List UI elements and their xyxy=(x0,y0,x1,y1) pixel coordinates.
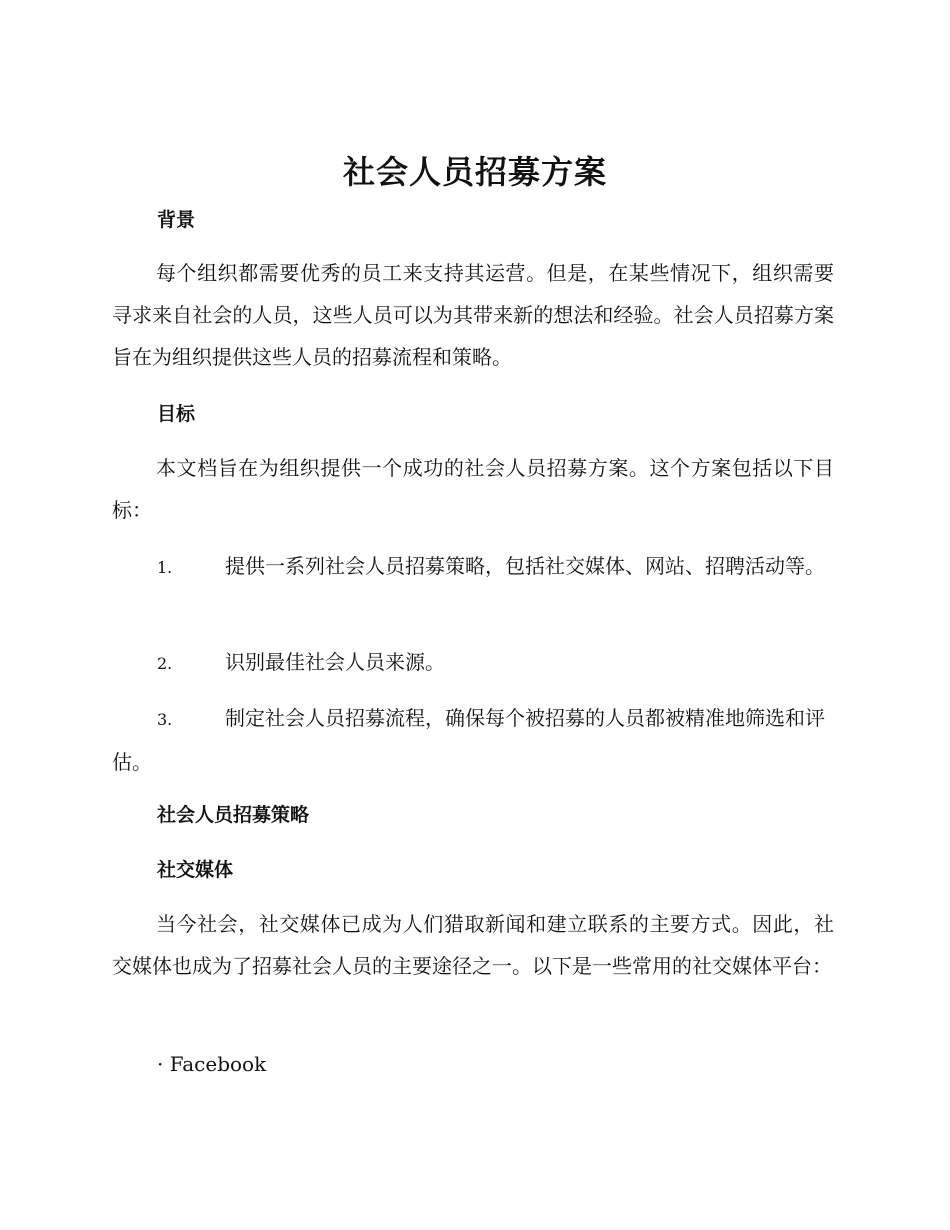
goal-list-text: 识别最佳社会人员来源。 xyxy=(225,650,445,674)
strategy-heading: 社会人员招募策略 xyxy=(157,804,310,826)
goal-list-item xyxy=(112,641,834,685)
goal-list-number: 1. xyxy=(157,558,173,577)
document-title: 社会人员招募方案 xyxy=(342,153,607,191)
goal-paragraph: 本文档旨在为组织提供一个成功的社会人员招募方案。这个方案包括以下目标： xyxy=(112,456,834,522)
goal-list-number: 2. xyxy=(157,654,173,673)
social-media-paragraph: 当今社会，社交媒体已成为人们猎取新闻和建立联系的主要方式。因此，社交媒体也成为了招募社会人员的主要途径之一。以下是一些常用的社交媒体平台： xyxy=(112,912,834,978)
goal-list-item xyxy=(112,697,834,783)
social-media-heading: 社交媒体 xyxy=(157,859,234,881)
goal-list-text: 提供一系列社会人员招募策略，包括社交媒体、网站、招聘活动等。 xyxy=(225,554,825,578)
goal-list-item xyxy=(112,545,834,589)
background-paragraph: 每个组织都需要优秀的员工来支持其运营。但是，在某些情况下，组织需要寻求来自社会的人员，这些人员可以为其带来新的想法和经验。社会人员招募方案旨在为组织提供这些人员的招募流程和策略。 xyxy=(112,261,834,369)
background-heading: 背景 xyxy=(157,209,196,231)
goal-heading: 目标 xyxy=(157,403,196,425)
goal-list-number: 3. xyxy=(157,710,173,729)
platform-bullet-item: · Facebook xyxy=(157,1052,267,1076)
goal-list-text: 制定社会人员招募流程，确保每个被招募的人员都被精准地筛选和评估。 xyxy=(112,706,825,774)
